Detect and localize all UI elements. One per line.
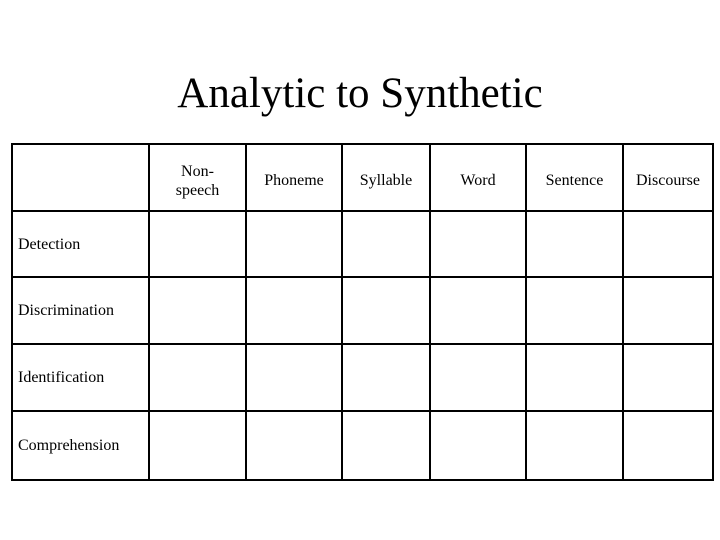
- column-header-label: Word: [460, 172, 496, 189]
- table-cell: [247, 412, 343, 479]
- table-cell: [624, 278, 712, 345]
- row-header-detection: [13, 212, 150, 278]
- column-header-discourse: [624, 145, 712, 212]
- column-header-label: Syllable: [359, 172, 413, 189]
- slide-title: Analytic to Synthetic: [177, 70, 543, 117]
- table-cell: [527, 345, 624, 412]
- column-header-syllable: [343, 145, 431, 212]
- table-cell: [247, 278, 343, 345]
- skills-matrix-table: [11, 143, 714, 481]
- table-cell: [150, 212, 247, 278]
- table-cell: [343, 212, 431, 278]
- column-header-nonspeech: [150, 145, 247, 212]
- table-cell: [150, 278, 247, 345]
- column-header-label: Non- speech: [175, 163, 220, 199]
- table-cell: [343, 412, 431, 479]
- column-header-label: Phoneme: [264, 172, 324, 189]
- column-header-phoneme: [247, 145, 343, 212]
- table-cell: [624, 412, 712, 479]
- table-cell: [527, 278, 624, 345]
- table-cell: [343, 278, 431, 345]
- column-header-word: [431, 145, 527, 212]
- table-cell: [431, 412, 527, 479]
- table-cell: [431, 212, 527, 278]
- column-header-label: Discourse: [636, 172, 700, 189]
- row-header-label: Discrimination: [18, 302, 114, 319]
- row-header-label: Comprehension: [18, 437, 120, 454]
- row-header-discrimination: [13, 278, 150, 345]
- row-header-label: Identification: [18, 369, 105, 386]
- table-cell: [527, 212, 624, 278]
- table-cell: [431, 278, 527, 345]
- table-cell: [150, 345, 247, 412]
- row-header-identification: [13, 345, 150, 412]
- column-header-label: Sentence: [545, 172, 604, 189]
- table-cell: [431, 345, 527, 412]
- table-cell: [247, 212, 343, 278]
- row-header-label: Detection: [18, 235, 81, 253]
- table-cell: [150, 412, 247, 479]
- table-cell: [527, 412, 624, 479]
- corner-cell: [13, 145, 150, 212]
- table-cell: [624, 345, 712, 412]
- table-cell: [624, 212, 712, 278]
- column-header-sentence: [527, 145, 624, 212]
- row-header-comprehension: [13, 412, 150, 479]
- table-cell: [247, 345, 343, 412]
- table-cell: [343, 345, 431, 412]
